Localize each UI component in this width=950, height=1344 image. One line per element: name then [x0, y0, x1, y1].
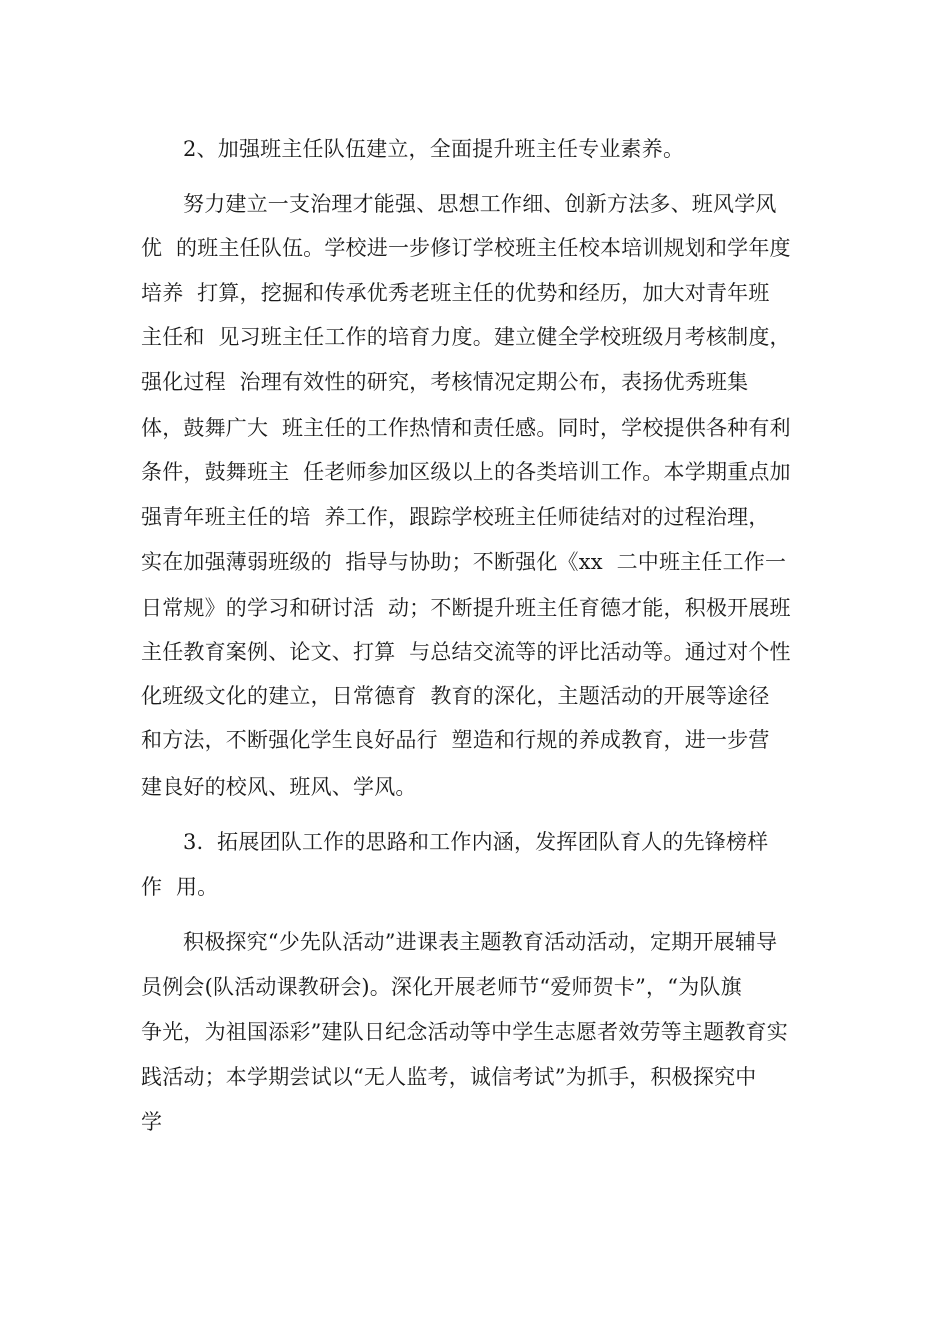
- paragraph-line: 员例会(队活动课教研会)。深化开展老师节“爱师贺卡”，“为队旗: [141, 975, 742, 999]
- paragraph-line: 主任和 见习班主任工作的培育力度。建立健全学校班级月考核制度，: [141, 325, 791, 349]
- paragraph-line: 培养 打算，挖掘和传承优秀老班主任的优势和经历，加大对青年班: [141, 281, 770, 305]
- paragraph-line: 努力建立一支治理才能强、思想工作细、创新方法多、班风学风: [183, 192, 777, 216]
- paragraph-line: 优 的班主任队伍。学校进一步修订学校班主任校本培训规划和学年度: [141, 236, 791, 260]
- section-3-heading: 3. 拓展团队工作的思路和工作内涵，发挥团队育人的先锋榜样: [183, 830, 769, 854]
- paragraph-line: 体，鼓舞广大 班主任的工作热情和责任感。同时，学校提供各种有利: [141, 416, 791, 440]
- paragraph-line: 主任教育案例、论文、打算 与总结交流等的评比活动等。通过对个性: [141, 640, 791, 664]
- paragraph-line: 强青年班主任的培 养工作，跟踪学校班主任师徒结对的过程治理，: [141, 505, 770, 529]
- section-3-heading-continued: 作 用。: [141, 875, 219, 899]
- paragraph-line: 建良好的校风、班风、学风。: [141, 775, 417, 799]
- paragraph-line: 化班级文化的建立，日常德育 教育的深化，主题活动的开展等途径: [141, 684, 770, 708]
- paragraph-line: 践活动；本学期尝试以“无人监考，诚信考试”为抓手，积极探究中: [141, 1065, 757, 1089]
- paragraph-line: 日常规》的学习和研讨活 动；不断提升班主任育德才能，积极开展班: [141, 596, 791, 620]
- paragraph-line: 条件，鼓舞班主 任老师参加区级以上的各类培训工作。本学期重点加: [141, 460, 791, 484]
- paragraph-line: 实在加强薄弱班级的 指导与协助；不断强化《xx 二中班主任工作一: [141, 550, 787, 574]
- section-2-heading: 2、加强班主任队伍建立，全面提升班主任专业素养。: [183, 137, 685, 161]
- paragraph-line: 和方法，不断强化学生良好品行 塑造和行规的养成教育，进一步营: [141, 728, 770, 752]
- paragraph-line: 强化过程 治理有效性的研究，考核情况定期公布，表扬优秀班集: [141, 370, 749, 394]
- paragraph-line: 学: [141, 1110, 163, 1134]
- paragraph-line: 争光，为祖国添彩”建队日纪念活动等中学生志愿者效劳等主题教育实: [141, 1020, 788, 1044]
- paragraph-line: 积极探究“少先队活动”进课表主题教育活动活动，定期开展辅导: [183, 930, 778, 954]
